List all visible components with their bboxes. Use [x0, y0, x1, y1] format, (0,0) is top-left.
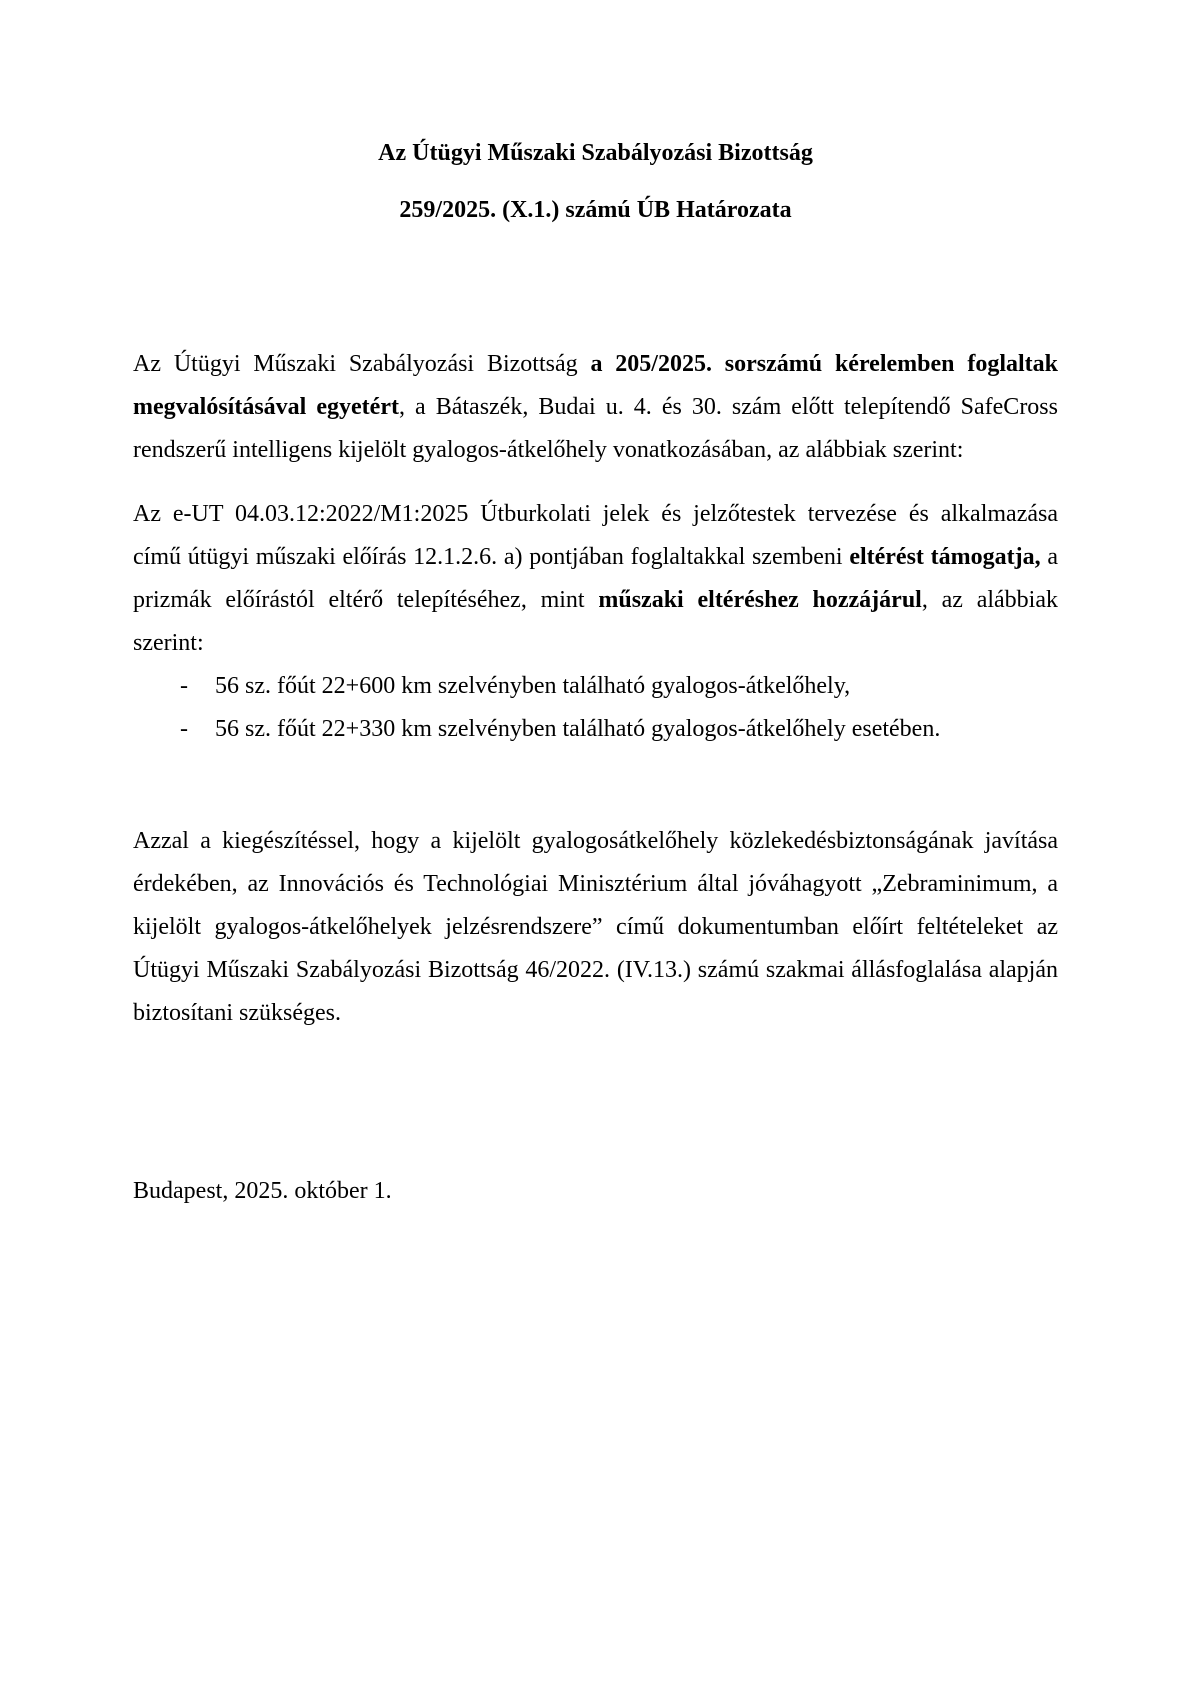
paragraph-technical-deviation: Az e-UT 04.03.12:2022/M1:2025 Útburkolati jelek és jelzőtestek tervezése és alkalmazása című útügyi műszaki előírás 12.1.2.6. a) pontjában foglaltakkal szembeni eltérést támogatja, a prizmák előírástól eltérő telepítéséhez, mint műszaki eltéréshez hozzájárul, az alábbiak szerint:	[133, 501, 1058, 656]
list-item-text: 56 sz. főút 22+330 km szelvényben található gyalogos-átkelőhely esetében.	[215, 716, 941, 742]
list-item	[133, 665, 1058, 708]
location-list	[133, 665, 1058, 751]
document-title-line1: Az Útügyi Műszaki Szabályozási Bizottság	[378, 140, 813, 166]
list-item	[133, 708, 1058, 751]
paragraph-request-approval: Az Útügyi Műszaki Szabályozási Bizottság a 205/2025. sorszámú kérelemben foglaltak megvalósításával egyetért, a Bátaszék, Budai u. 4. és 30. szám előtt telepítendő SafeCross rendszerű intelligens kijelölt gyalogos-átkelőhely vonatkozásában, az alábbiak szerint:	[133, 351, 1058, 463]
list-item-text: 56 sz. főút 22+600 km szelvényben található gyalogos-átkelőhely,	[215, 673, 851, 699]
document-content	[133, 0, 1058, 1213]
date-line: Budapest, 2025. október 1.	[133, 1178, 392, 1204]
document-title-line2: 259/2025. (X.1.) számú ÚB Határozata	[399, 197, 792, 223]
dash-marker: -	[180, 716, 188, 742]
paragraph-supplement-conditions: Azzal a kiegészítéssel, hogy a kijelölt gyalogosátkelőhely közlekedésbiztonságának javítása érdekében, az Innovációs és Technológiai Minisztérium által jóváhagyott „Zebraminimum, a kijelölt gyalogos-átkelőhelyek jelzésrendszere” című dokumentumban előírt feltételeket az Útügyi Műszaki Szabályozási Bizottság 46/2022. (IV.13.) számú szakmai állásfoglalása alapján biztosítani szükséges.	[133, 828, 1058, 1026]
dash-marker: -	[180, 673, 188, 699]
